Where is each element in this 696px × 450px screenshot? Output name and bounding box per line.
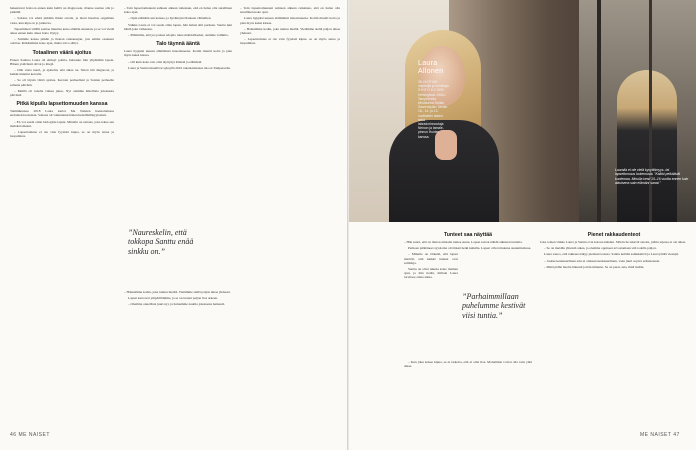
pull-quote: ”Parhaimmillaan puhelumme kestivät viisi tuntia.” <box>462 292 526 320</box>
paragraph: Laura sanoo, että rakkaus näkyy pienissä teoissa. Santtu keittää aamukahvit ja Laura jättää viestejä. <box>544 252 679 257</box>
paragraph: Santtu on ollut tukena koko matkan ajan, ja hän tietää, milloin Laura tarvitsee omaa aikaa. <box>404 267 458 280</box>
paragraph: – Saimme kokea pitkän ja ihanan raskausajan, jota emme osanneet odottaa. Pelkäsimme koko ajan, mutta toivo säilyi. <box>10 37 114 46</box>
paragraph: – Halusimme kodin, joka tuntuu meiltä. Vietämme siellä paljon aikaa yhdessä. <box>124 290 231 294</box>
paragraph: hakeutuvat hoitoon ennen kuin heillä on diagnoosia, tilanne saattaa olla jo pitkällä. <box>10 6 114 15</box>
subheading: Pitkä kipuilu lapsettomuuden kanssa <box>16 101 108 108</box>
subheading: Talo täynnä ääntä <box>156 41 200 48</box>
paragraph: Joka toinen viikko Laura ja Santtu ovat kotona kahden. Silloin he tekevät asioita, joihin arjessa ei ole aikaa. <box>540 240 686 244</box>
subheading: Tunteet saa näyttää <box>443 232 493 238</box>
right-column-1-lower <box>404 360 532 370</box>
paragraph: – Se oli täysin väärä ajoitus. Kerroin perheelleni ja Santun perheelle samana päivänä. <box>10 78 114 87</box>
paragraph: Ennen Santtua Laura oli ehtinyt pohtia, haluaako hän ylipäätään lapsia. Hänen ystävänsä olivat jo äitejä. <box>10 57 114 66</box>
paragraph: – Oli kuin koko talo olisi täyttynyt äänistä ja elämästä. <box>128 59 203 64</box>
paragraph: – Minulle on tärkeää, että lapset tietävät, että kaikki tunteet ovat sallittuja. <box>404 252 458 265</box>
paragraph: – Se on meidän yhteistä aikaa, ja olemme oppineet arvostamaan sitä todella paljon. <box>544 246 657 251</box>
paragraph: – Halusimme kodin, joka tuntuu meiltä. Vietämme siellä paljon aikaa yhdessä. <box>240 26 340 36</box>
left-column-1 <box>10 6 114 140</box>
page-footer: ME NAISET 47 <box>640 432 680 438</box>
paragraph: – Päätimme, että jos joskus adoptio tulee mahdolliseksi, olemme valmiita. <box>128 33 229 38</box>
paragraph: – Tein lapsettomuuteni suhteen alkuun ratkaisun, että en halua olla surullinen koko ajan. <box>124 6 232 15</box>
profile-box <box>418 60 450 139</box>
photo-caption: Lauralla ei ole vielä kyvyttömyys- tai lapsettomuus kokemusta. ”Kaikki pelkäävät kuolemaa. Minulla kesti 15–16 vuotta ennen kuin aikuisena sain elämäni sanat.” <box>615 168 689 185</box>
paragraph: Laura hyppäsi uuteen elämäänsä innostuneena. Kotiin muutti koira ja pian myös kaksi kissaa. <box>124 49 232 58</box>
paragraph: – Sairaus voi edetä pitkään ilman oireita, ja moni huomaa ongelman vasta, kun kipu on jo jatkuvaa. <box>10 16 114 25</box>
paragraph: – En voi saada omia biologisia lapsia. Minulla on sairaus, joka tekee sen mahdottomaksi. <box>10 119 114 128</box>
left-column-3 <box>240 6 340 48</box>
paragraph: – Olemme onnellisia juuri nyt, ja haluamme nauttia jokaisesta hetkestä. <box>128 302 225 307</box>
portrait-photo <box>349 0 696 222</box>
left-page <box>0 0 347 450</box>
paragraph: Tapaaminen välillä saattaa muuttaa koko elämän suunnan, ja se voi viedä aikaa ennen kuin oikea hoito löytyy. <box>10 26 114 36</box>
paragraph: – Meillä oli todella vaikea jakso. Nyt olemme kiitollisia jokaisesta päivästä. <box>10 88 114 98</box>
left-column-2-lower <box>124 290 232 309</box>
paragraph: – Lapsettomuus ei ole vain fyysistä kipua, se on myös surua ja luopumista. <box>240 37 340 46</box>
subheading: Pienet rakkaudenteot <box>587 232 641 238</box>
right-column-2 <box>540 228 688 271</box>
paragraph: Laura ja Santtu muuttivat syksyllä 2022 rakentamaansa taloon Tampereelle. <box>128 65 231 70</box>
left-column-2 <box>124 6 232 72</box>
paragraph: – Olin vasta nuori, ja ajattelin, että aikaa on. Sitten tuli diagnoosi, ja kaikki muuttui kerralla. <box>10 68 114 77</box>
paragraph: – Minä pidän huolta hänestä ja hän minusta. Se on paras asia, mitä tiedän. <box>544 264 645 269</box>
paragraph: – Tein lapsettomuuteni suhteen alkuun ratkaisun, että en halua olla surullinen koko ajan. <box>240 6 340 15</box>
paragraph: – Lapsettomuus ei ole vain fyysistä kipua, se on myös surua ja luopumista. <box>10 130 114 139</box>
profile-info: 35-VUOTIAS näyttelijä ja toimittaja. SYNTYI 8.2.1990 Helsingissä. ASUU Tampereella kihlattunsa Santtu Saarenkylän, tämän 16-, 14- ja 12-vuotiaiden lasten sekä labradorinnoutaja Neinon ja tamale-pinnun Huiden kanssa. <box>418 80 450 139</box>
paragraph: – Opin elämään sen kanssa, ja hyväksyin tilanteen vähitellen. <box>128 16 212 21</box>
subheading: Totaalinen väärä ajoitus <box>32 49 92 56</box>
paragraph: Laura hyppäsi uuteen elämäänsä innostuneena. Kotiin muutti koira ja pian myös kaksi kissaa. <box>240 16 340 25</box>
paragraph: Tammikuussa 2018 Laura kertoi Me Naisten haastattelussa endometrioosistaan. Sairaus oli vaikuttanut hänen hedelmällisyyteensä. <box>10 109 114 118</box>
pull-quote: ”Naureskelin, että tokkopa Santtu enää sinkku on.” <box>128 228 194 256</box>
profile-name: Laura Allonen <box>418 60 444 75</box>
page-footer: 46 ME NAISET <box>10 432 50 438</box>
paragraph: Perheen päättäneet syysloma oli tärkeä hetki kaikille. Lapset olivat mukana suunnittelussa. <box>408 246 532 251</box>
paragraph: Lapset kasvavat ympärillämme, ja se on tuonut paljon iloa arkeen. <box>128 296 218 301</box>
paragraph: Vaikka Laura ei voi saada omia lapsia, hän halusi silti perheen. Santtu tuki häntä joka vaiheessa. <box>124 22 232 31</box>
paragraph: – Hän sanoi, että on ihan normaalia tuntea surua. Lapset saavat nähdä aikuisen tunteita. <box>404 240 523 244</box>
right-column-1 <box>404 228 532 282</box>
paragraph: – Kun joku kokee kipua, se ei tarkoita, että ei olisi iloa. Molemmat voivat olla totta yhtä aikaa. <box>404 360 532 369</box>
paragraph: – Joskus keskeneräinen asia ei olekaan keskeneräinen, vaan juuri sopiva sellaisenaan. <box>544 258 660 263</box>
